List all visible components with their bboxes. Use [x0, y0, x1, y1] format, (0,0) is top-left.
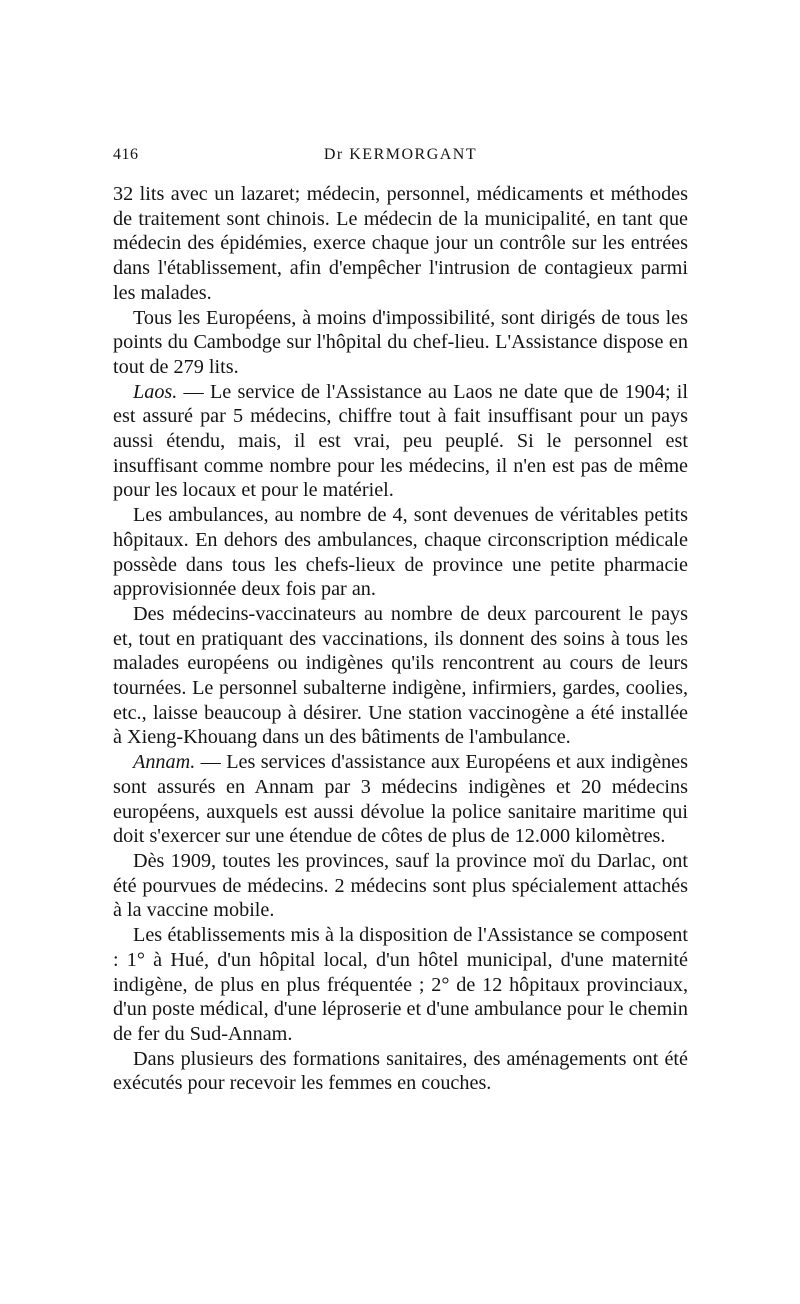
- paragraph-text: — Les services d'assistance aux Européens et aux indigènes sont assurés en Annam par 3 médecins indigènes et 20 médecins européens, auxquels est aussi dévolue la police sanitaire maritime qui doit s'exercer sur une étendue de côtes de plus de 12.000 kilomètres.: [113, 751, 688, 848]
- paragraph: [113, 182, 688, 306]
- paragraph: [113, 923, 688, 1047]
- paragraph-text: Tous les Européens, à moins d'impossibilité, sont dirigés de tous les points du Cambodge sur l'hôpital du chef-lieu. L'Assistance dispose en tout de 279 lits.: [113, 306, 688, 378]
- page-number: 416: [113, 146, 139, 163]
- paragraph: [113, 380, 688, 504]
- paragraph-text: Des médecins-vaccinateurs au nombre de deux parcourent le pays et, tout en pratiquant des vaccinations, ils donnent des soins à tous les malades européens ou indigènes qu'ils rencontrent au cours de leurs tournées. Le personnel subalterne indigène, infirmiers, gardes, coolies, etc., laisse beaucoup à désirer. Une station vaccinogène a été installée à Xieng-Khouang dans un des bâtiments de l'ambulance.: [113, 602, 688, 749]
- paragraph: [113, 849, 688, 923]
- paragraph-text: Les ambulances, au nombre de 4, sont devenues de véritables petits hôpitaux. En dehors des ambulances, chaque circonscription médicale possède dans tous les chefs-lieux de province une petite pharmacie approvisionnée deux fois par an.: [113, 504, 688, 601]
- paragraph-text: Dès 1909, toutes les provinces, sauf la province moï du Darlac, ont été pourvues de médecins. 2 médecins sont plus spécialement attachés à la vaccine mobile.: [113, 849, 688, 922]
- paragraph: [113, 750, 688, 849]
- paragraph-text: 32 lits avec un lazaret; médecin, personnel, médicaments et méthodes de traitement sont chinois. Le médecin de la municipalité, en tant que médecin des épidémies, exerce chaque jour un contrôle sur les entrées dans l'établissement, afin d'empêcher l'intrusion de contagieux parmi les malades.: [113, 183, 688, 304]
- paragraph: [113, 306, 688, 380]
- paragraph: [113, 503, 688, 602]
- paragraph-text: — Le service de l'Assistance au Laos ne date que de 1904; il est assuré par 5 médecins, chiffre tout à fait insuffisant pour un pays aussi étendu, mais, il est vrai, peu peuplé. Si le personnel est insuffisant comme nombre pour les médecins, il n'en est pas de même pour les locaux et pour le matériel.: [113, 380, 688, 502]
- paragraph: [113, 1047, 688, 1096]
- section-label-laos: Laos.: [133, 380, 178, 403]
- body-text: [113, 182, 688, 1096]
- paragraph-text: Les établissements mis à la disposition de l'Assistance se composent : 1° à Hué, d'un hôpital local, d'un hôtel municipal, d'une maternité indigène, de plus en plus fréquentée ; 2° de 12 hôpitaux provinciaux, d'un poste médical, d'une léproserie et d'une ambulance pour le chemin de fer du Sud-Annam.: [113, 924, 688, 1045]
- paragraph: [113, 602, 688, 750]
- section-label-annam: Annam.: [133, 751, 196, 774]
- running-title: Dr KERMORGANT: [323, 146, 478, 163]
- running-head: [113, 146, 688, 170]
- paragraph-text: Dans plusieurs des formations sanitaires, des aménagements ont été exécutés pour recevoir les femmes en couches.: [113, 1047, 688, 1095]
